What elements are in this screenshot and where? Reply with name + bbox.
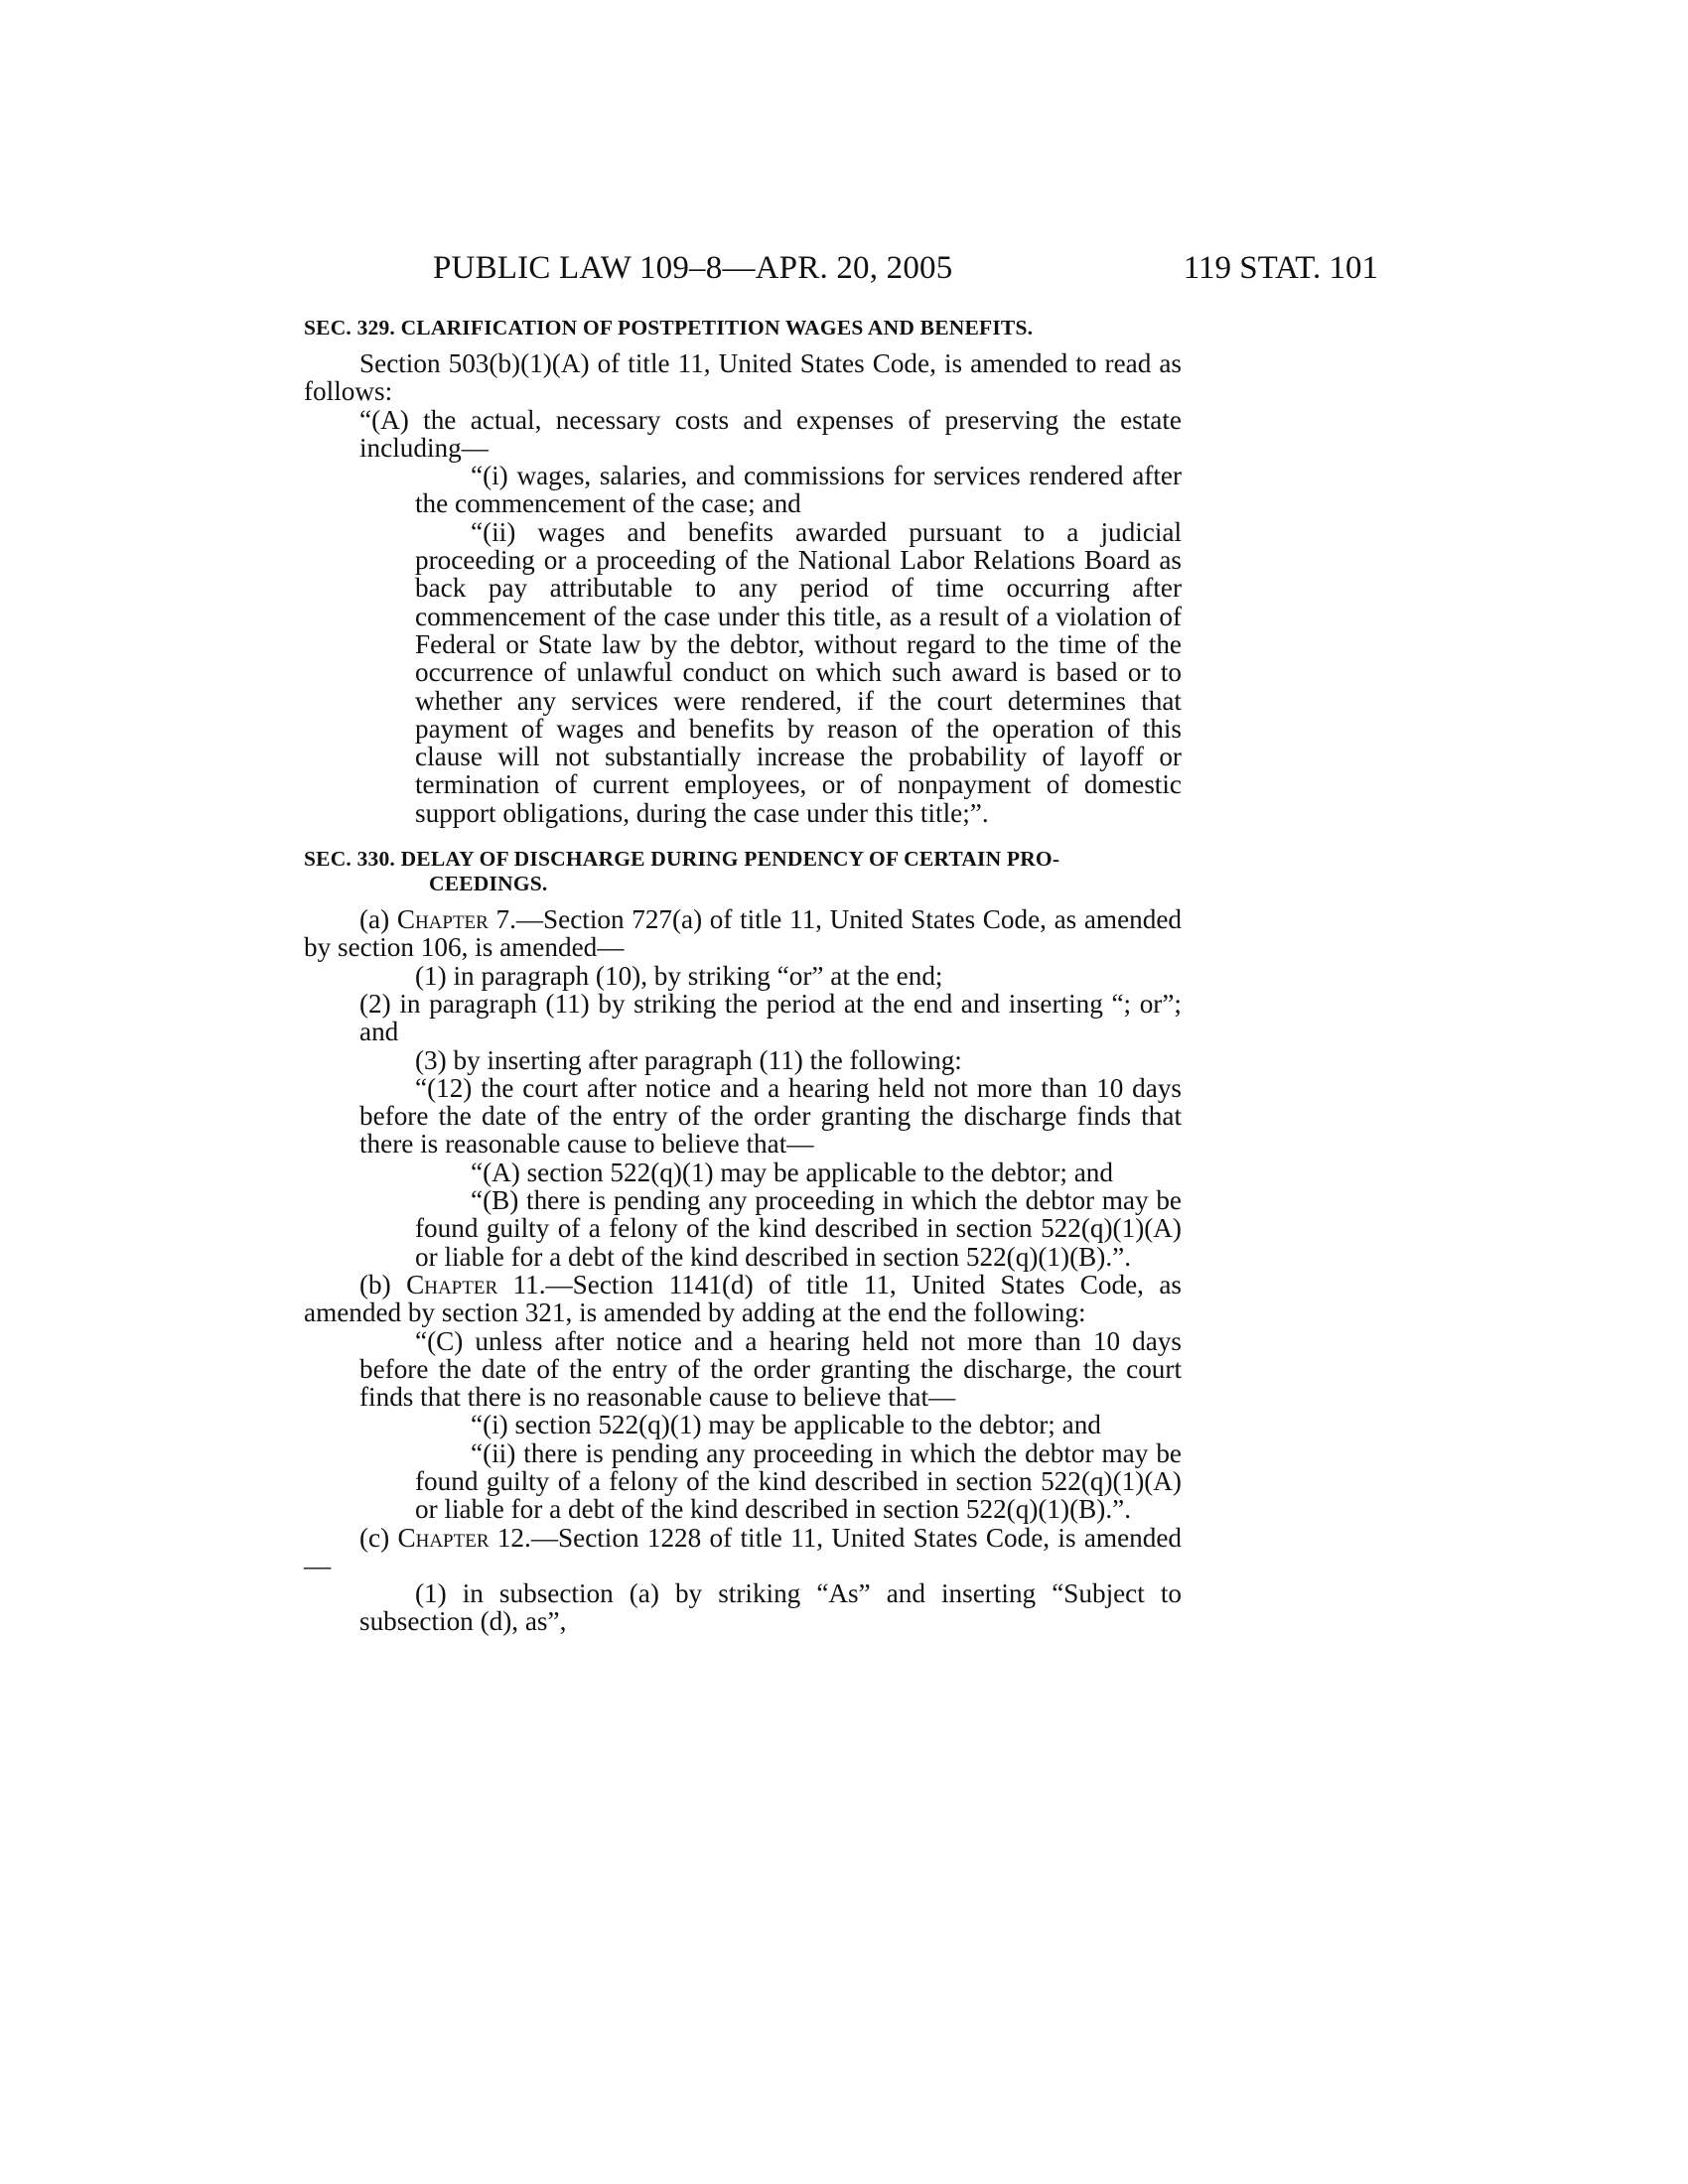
section-329-clause-ii: “(ii) wages and benefits awarded pursuant to a judicial proceeding or a proceeding of the National Labor Relations Board as back pay attributable to any period of time occurring after commencement of the case under this title, as a result of a violation of Federal or State law by the debtor, without regard to the time of the occurrence of unlawful conduct on which such award is based or to whether any services were rendered, if the court determines that payment of wages and benefits by reason of the operation of this clause will not substantially increase the probability of layoff or termination of current employees, or of nonpayment of domestic support obligations, during the case under this title;”.	[415, 516, 1182, 828]
section-329-intro: Section 503(b)(1)(A) of title 11, United States Code, is amended to read as follows:	[304, 348, 1182, 407]
subsection-a-paragraph-1: (1) in paragraph (10), by striking “or” at the end;	[415, 960, 943, 991]
subparagraph-c-clause-ii: “(ii) there is pending any proceeding in which the debtor may be found guilty of a felony of the kind described in section 522(q)(1)(A) or liable for a debt of the kind described in section 522(q)(1)(B).”.	[415, 1437, 1182, 1525]
subsection-a-paragraph-3: (3) by inserting after paragraph (11) the following:	[415, 1044, 962, 1075]
running-head: PUBLIC LAW 109–8—APR. 20, 2005	[433, 250, 953, 286]
subsection-c-caption: Chapter 12	[397, 1522, 525, 1553]
section-330-heading-line1: SEC. 330. DELAY OF DISCHARGE DURING PENDENCY OF CERTAIN PRO-	[304, 847, 1060, 872]
section-329-subparagraph-a: “(A) the actual, necessary costs and expenses of preserving the estate including—	[359, 404, 1182, 463]
subsection-b-subparagraph-c: “(C) unless after notice and a hearing held not more than 10 days before the date of the entry of the order granting the discharge, the court finds that there is no reasonable cause to believe that—	[359, 1325, 1182, 1413]
page-stat-number: 119 STAT. 101	[1183, 250, 1378, 286]
subsection-c-text: .—Section 1228 of title 11, United States Code, is amended—	[304, 1522, 1182, 1580]
subsection-a-label: (a)	[359, 904, 397, 935]
subsection-b-text: .—Section 1141(d) of title 11, United States Code, as amended by section 321, is amended by adding at the end the following:	[304, 1269, 1182, 1328]
section-329-heading: SEC. 329. CLARIFICATION OF POSTPETITION WAGES AND BENEFITS.	[304, 316, 1034, 340]
subsection-c-paragraph-1: (1) in subsection (a) by striking “As” and inserting “Subject to subsection (d), as”,	[359, 1578, 1182, 1637]
section-330-subsection-b	[304, 1271, 1182, 1327]
paragraph-12-subparagraph-a: “(A) section 522(q)(1) may be applicable to the debtor; and	[471, 1157, 1113, 1187]
paragraph-12-subparagraph-b: “(B) there is pending any proceeding in which the debtor may be found guilty of a felony of the kind described in section 522(q)(1)(A) or liable for a debt of the kind described in section 522(q)(1)(B).”.	[415, 1185, 1182, 1272]
subsection-b-label: (b)	[359, 1269, 407, 1299]
subparagraph-c-clause-i: “(i) section 522(q)(1) may be applicable to the debtor; and	[471, 1410, 1101, 1440]
body-text	[304, 316, 1182, 1636]
subsection-c-label: (c)	[359, 1522, 398, 1553]
subsection-a-paragraph-2: (2) in paragraph (11) by striking the period at the end and inserting “; or”; and	[359, 988, 1182, 1047]
section-330-subsection-a	[304, 905, 1182, 962]
section-330-heading-line2: CEEDINGS.	[429, 872, 548, 896]
section-329-clause-i: “(i) wages, salaries, and commissions for services rendered after the commencement of the case; and	[415, 461, 1182, 519]
section-330-subsection-c	[304, 1524, 1182, 1580]
subsection-a-paragraph-12: “(12) the court after notice and a hearing held not more than 10 days before the date of the entry of the order granting the discharge finds that there is reasonable cause to believe that—	[359, 1072, 1182, 1160]
subsection-a-caption: Chapter 7	[396, 904, 510, 935]
section-330-heading	[304, 847, 1182, 896]
subsection-b-caption: Chapter 11	[406, 1269, 539, 1299]
subsection-a-text: .—Section 727(a) of title 11, United States Code, as amended by section 106, is amended—	[304, 904, 1182, 963]
